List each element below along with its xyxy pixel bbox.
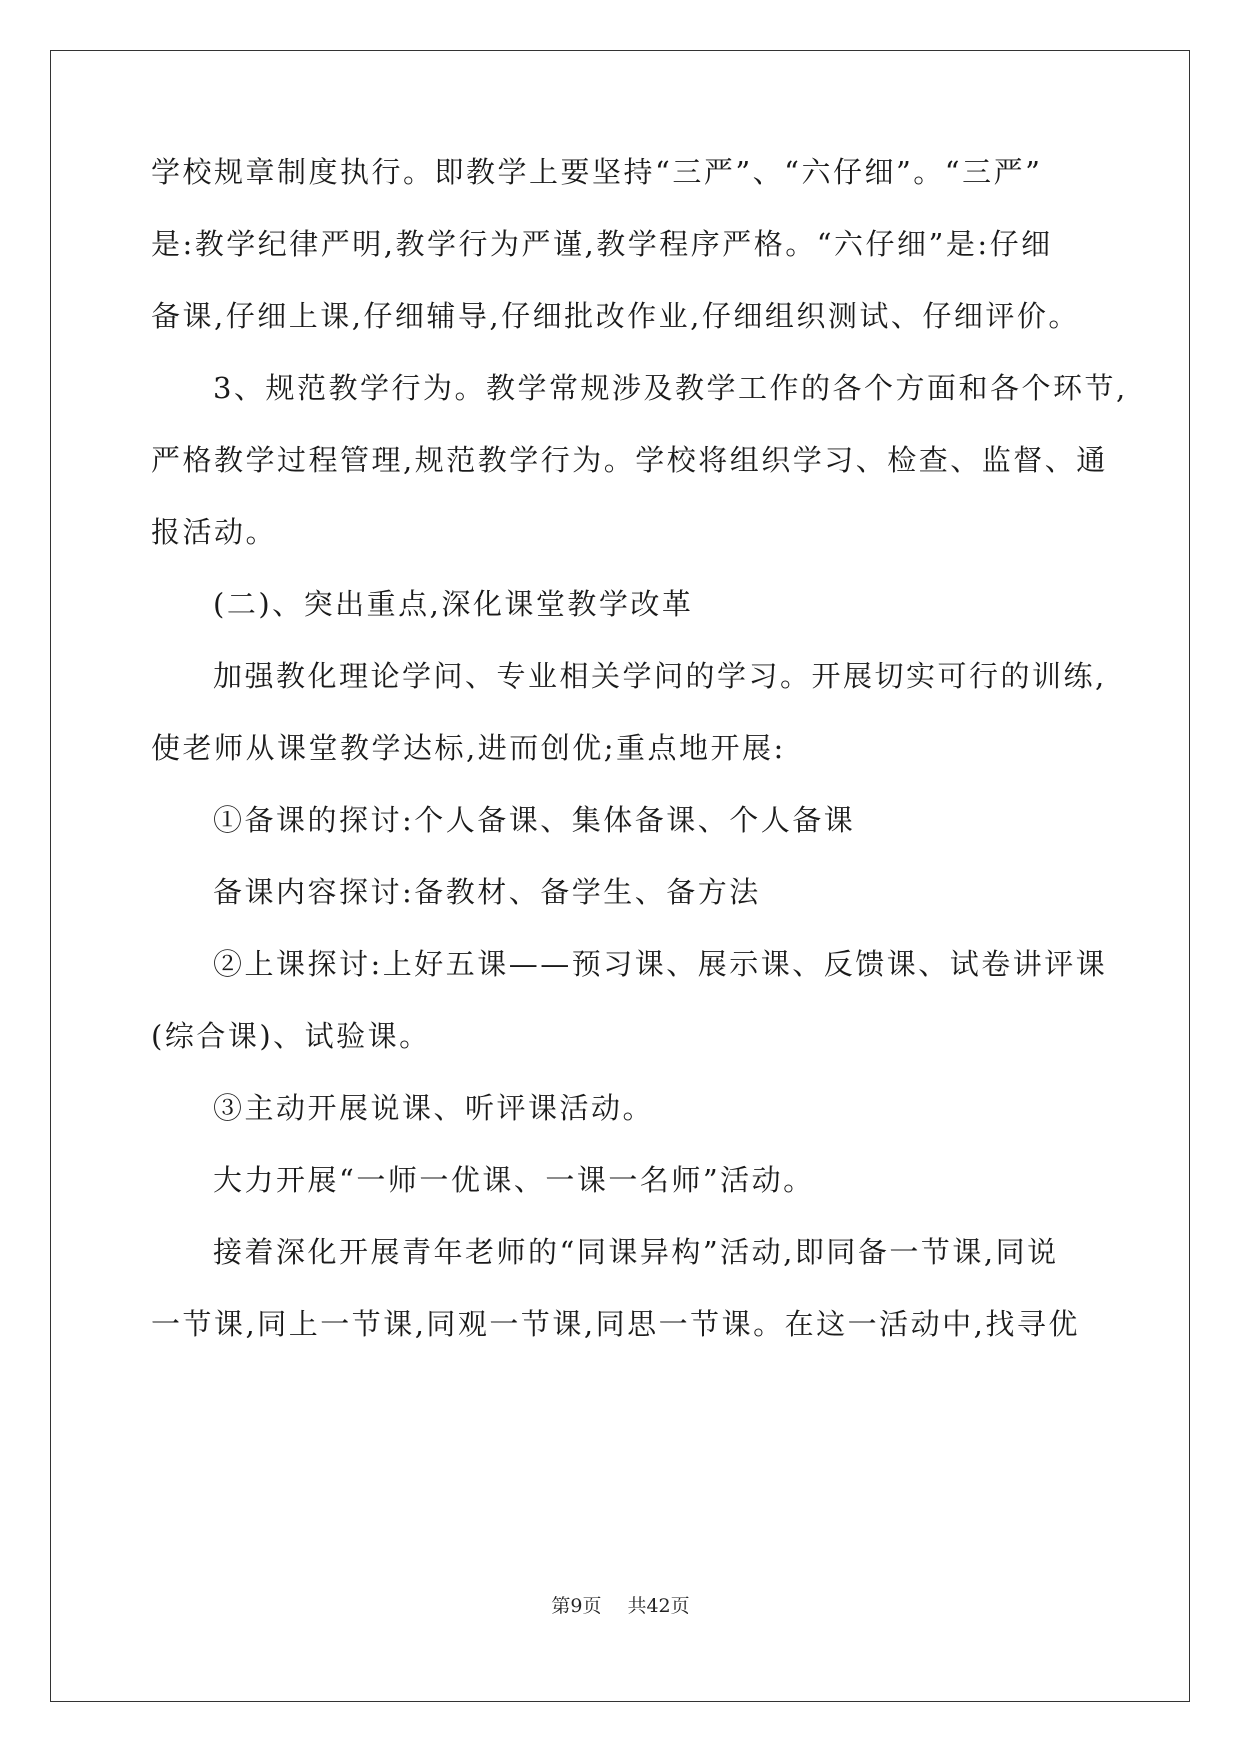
text-line: 接着深化开展青年老师的“同课异构”活动,即同备一节课,同说 <box>213 1235 1059 1269</box>
text-line: 严格教学过程管理,规范教学行为。学校将组织学习、检查、监督、通 <box>151 443 1108 477</box>
page-number: 第9页 <box>551 1595 602 1617</box>
section-heading: (二)、突出重点,深化课堂教学改革 <box>213 587 694 621</box>
text-line: 使老师从课堂教学达标,进而创优;重点地开展: <box>151 731 786 765</box>
text-line: 报活动。 <box>151 515 278 549</box>
text-line: 备课内容探讨:备教材、备学生、备方法 <box>213 875 761 909</box>
text-line: (综合课)、试验课。 <box>151 1019 431 1053</box>
text-line: 备课,仔细上课,仔细辅导,仔细批改作业,仔细组织测试、仔细评价。 <box>151 299 1080 333</box>
page-footer <box>0 1594 1241 1618</box>
text-line: 3、规范教学行为。教学常规涉及教学工作的各个方面和各个环节, <box>213 371 1128 405</box>
page-total: 共42页 <box>627 1595 690 1617</box>
text-line: 学校规章制度执行。即教学上要坚持“三严”、“六仔细”。“三严” <box>151 155 1043 189</box>
text-line: ②上课探讨:上好五课——预习课、展示课、反馈课、试卷讲评课 <box>213 947 1108 981</box>
text-line: ①备课的探讨:个人备课、集体备课、个人备课 <box>213 803 856 837</box>
text-line: 一节课,同上一节课,同观一节课,同思一节课。在这一活动中,找寻优 <box>151 1307 1080 1341</box>
text-line: 加强教化理论学问、专业相关学问的学习。开展切实可行的训练, <box>213 659 1107 693</box>
text-line: 大力开展“一师一优课、一课一名师”活动。 <box>213 1163 815 1197</box>
text-line: ③主动开展说课、听评课活动。 <box>213 1091 655 1125</box>
text-line: 是:教学纪律严明,教学行为严谨,教学程序严格。“六仔细”是:仔细 <box>151 227 1053 261</box>
